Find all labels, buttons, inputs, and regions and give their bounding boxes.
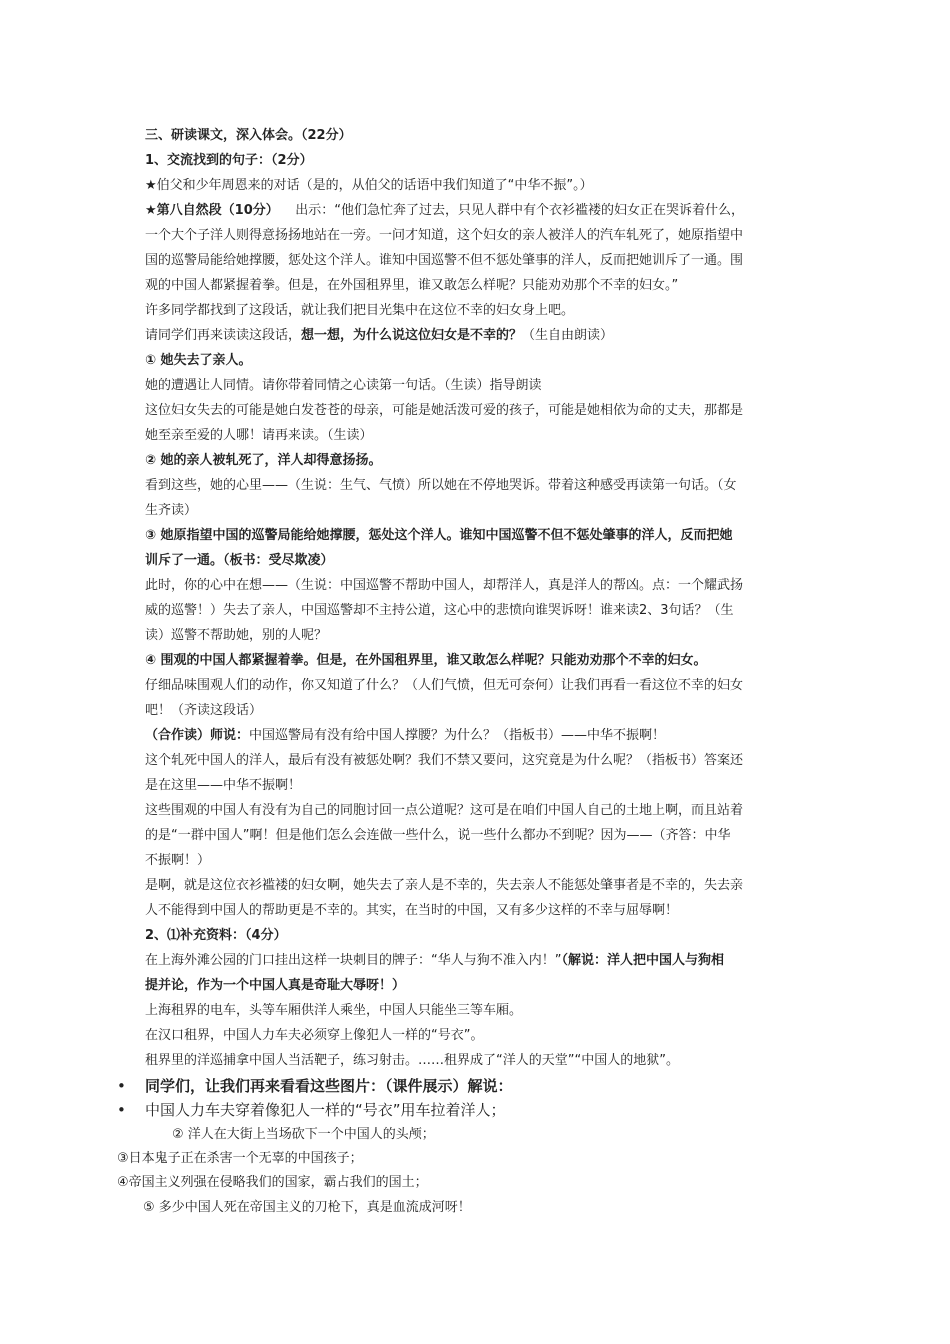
list-item: ② 洋人在大街上当场砍下一个中国人的头颅； — [172, 1127, 435, 1142]
bold-note: （解说：洋人把中国人与狗相 — [561, 953, 724, 968]
paragraph-line: 是在这里——中华不振啊！ — [145, 778, 302, 793]
paragraph-line: 请同学们再来读读这段话，想一想，为什么说这位妇女是不幸的？（生自由朗读） — [145, 328, 614, 343]
paragraph-line: 读）巡警不帮助她，别的人呢？ — [145, 628, 328, 643]
paragraph-line: 是啊，就是这位衣衫褴褛的妇女啊，她失去了亲人是不幸的，失去亲人不能惩处肇事者是不幸的，失去亲 — [145, 878, 744, 893]
bullet-item: 同学们，让我们再来看看这些图片：（课件展示）解说： — [145, 1077, 513, 1095]
point-heading: ③ 她原指望中国的巡警局能给她撑腰，惩处这个洋人。谁知中国巡警不但不惩处肇事的洋人，反而把她 — [145, 528, 733, 543]
paragraph-line: 国的巡警局能给她撑腰，惩处这个洋人。谁知中国巡警不但不惩处肇事的洋人，反而把她训斥了一通。围 — [145, 253, 744, 268]
paragraph-line: 的是“一群中国人”啊！但是他们怎么会连做一些什么，说一些什么都办不到呢？因为——（齐答：中华 — [145, 828, 731, 843]
paragraph-line: 人不能得到中国人的帮助更是不幸的。其实，在当时的中国，又有多少这样的不幸与屈辱啊！ — [145, 903, 679, 918]
paragraph-line: 提并论，作为一个中国人真是奇耻大辱呀！） — [145, 978, 406, 993]
paragraph-line: ★第八自然段（10分） 出示：“他们急忙奔了过去，只见人群中有个衣衫褴褛的妇女正在哭诉着什么， — [145, 203, 745, 218]
paragraph-line: 租界里的洋巡捕拿中国人当活靶子，练习射击。……租界成了“洋人的天堂”“中国人的地狱”。 — [145, 1053, 679, 1068]
paragraph-line: 不振啊！） — [145, 853, 211, 868]
paragraph-line: 在汉口租界，中国人力车夫必须穿上像犯人一样的“号衣”。 — [145, 1028, 484, 1043]
list-item: ④帝国主义列强在侵略我们的国家，霸占我们的国土； — [117, 1175, 428, 1190]
point-heading: ④ 围观的中国人都紧握着拳。但是，在外国租界里，谁又敢怎么样呢？只能劝劝那个不幸的妇女。 — [145, 653, 707, 668]
paragraph-line: 这些围观的中国人有没有为自己的同胞讨回一点公道呢？这可是在咱们中国人自己的土地上啊，而且站着 — [145, 803, 744, 818]
paragraph-line: 她至亲至爱的人哪！请再来读。（生读） — [145, 428, 373, 443]
bold-question: 想一想，为什么说这位妇女是不幸的？ — [301, 328, 523, 343]
paragraph-line: （合作读）师说：中国巡警局有没有给中国人撑腰？为什么？（指板书）——中华不振啊！ — [145, 728, 666, 743]
list-item: ③日本鬼子正在杀害一个无辜的中国孩子； — [117, 1151, 363, 1166]
bold-label: ★第八自然段（10分） — [145, 203, 279, 218]
point-heading: 训斥了一通。（板书：受尽欺凌） — [145, 553, 334, 568]
bullet-item: 中国人力车夫穿着像犯人一样的“号衣”用车拉着洋人； — [145, 1101, 506, 1119]
paragraph-line: 上海租界的电车，头等车厢供洋人乘坐，中国人只能坐三等车厢。 — [145, 1003, 523, 1018]
bullet-dot: • — [117, 1077, 126, 1095]
paragraph-line: 威的巡警！）失去了亲人，中国巡警却不主持公道，这心中的悲愤向谁哭诉呀！谁来读2、3句话？（生 — [145, 603, 734, 618]
paragraph-line: 观的中国人都紧握着拳。但是，在外国租界里，谁又敢怎么样呢？只能劝劝那个不幸的妇女。” — [145, 278, 679, 293]
paragraph-line: 吧！（齐读这段话） — [145, 703, 263, 718]
paragraph-line: 她的遭遇让人同情。请你带着同情之心读第一句话。（生读）指导朗读 — [145, 378, 542, 393]
paragraph-line: 这个轧死中国人的洋人，最后有没有被惩处啊？我们不禁又要问，这究竟是为什么呢？（指板书）答案还 — [145, 753, 744, 768]
subheading: 2、⑴补充资料：（4分） — [145, 928, 287, 943]
subheading: 1、交流找到的句子：（2分） — [145, 153, 313, 168]
bullet-dot: • — [117, 1101, 126, 1119]
bold-label: （合作读）师说： — [145, 728, 250, 743]
paragraph-line: 这位妇女失去的可能是她白发苍苍的母亲，可能是她活泼可爱的孩子，可能是她相依为命的丈夫，那都是 — [145, 403, 744, 418]
paragraph-line: 生齐读） — [145, 503, 198, 518]
point-heading: ① 她失去了亲人。 — [145, 353, 252, 368]
paragraph-line: 一个大个子洋人则得意扬扬地站在一旁。一问才知道，这个妇女的亲人被洋人的汽车轧死了，她原指望中 — [145, 228, 744, 243]
paragraph-line: 在上海外滩公园的门口挂出这样一块刺目的牌子：“华人与狗不准入内！”（解说：洋人把中国人与狗相 — [145, 953, 724, 968]
paragraph-line: 此时，你的心中在想——（生说：中国巡警不帮助中国人，却帮洋人，真是洋人的帮凶。点：一个耀武扬 — [145, 578, 744, 593]
point-heading: ② 她的亲人被轧死了，洋人却得意扬扬。 — [145, 453, 382, 468]
paragraph-line: 仔细品味围观人们的动作，你又知道了什么？（人们气愤，但无可奈何）让我们再看一看这位不幸的妇女 — [145, 678, 744, 693]
section-heading: 三、研读课文，深入体会。（22分） — [145, 128, 352, 143]
paragraph-line: ★伯父和少年周恩来的对话（是的，从伯父的话语中我们知道了“中华不振”。） — [145, 178, 593, 193]
list-item: ⑤ 多少中国人死在帝国主义的刀枪下，真是血流成河呀！ — [143, 1200, 471, 1215]
paragraph-line: 许多同学都找到了这段话，就让我们把目光集中在这位不幸的妇女身上吧。 — [145, 303, 575, 318]
paragraph-line: 看到这些，她的心里——（生说：生气、气愤）所以她在不停地哭诉。带着这种感受再读第一句话。（女 — [145, 478, 737, 493]
